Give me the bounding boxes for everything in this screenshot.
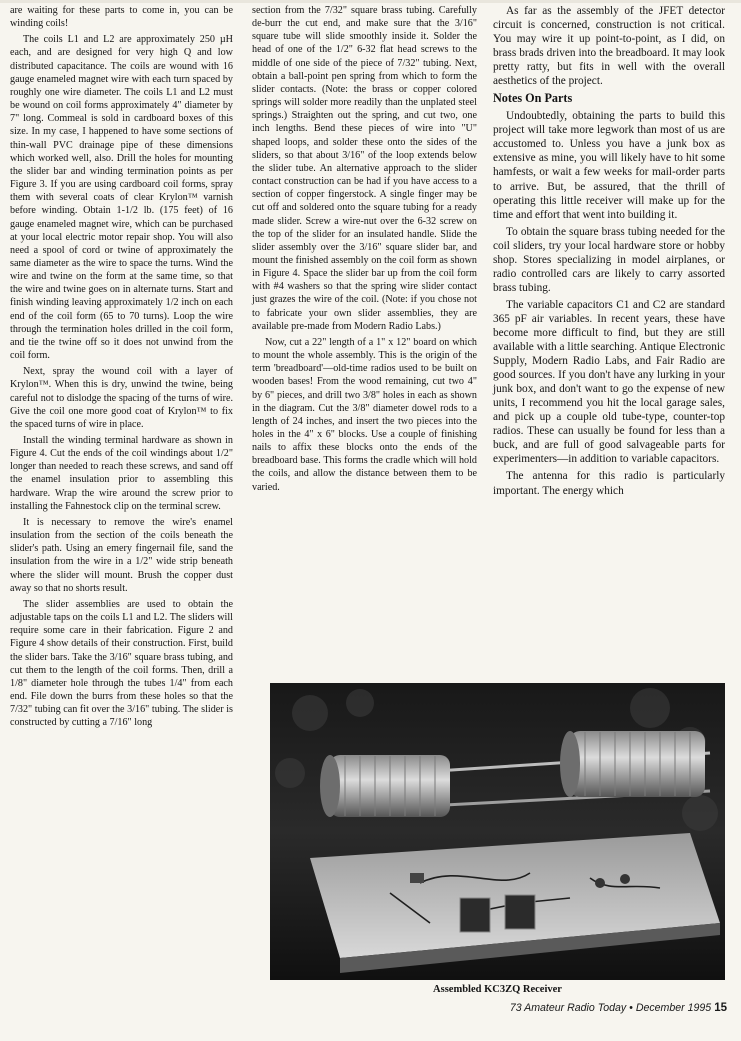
paragraph: Undoubtedly, obtaining the parts to build this project will take more legwork than most of us are accustomed to. Unless you have a junk box as extensive as mine, you will likely have to hit some hamfests, or wait a few weeks for mail-order parts to arrive. But, be assured, that the thrill of operating this little receiver will make up for the time and effort that went into building it. (493, 110, 725, 221)
page-footer (510, 1002, 727, 1014)
paragraph: section from the 7/32" square brass tubing. Carefully de-burr the cut end, and make sure that the 3/16" square tube will slide smoothly inside it. Solder the head of one of the 1/2" 6-32 flat head screws to the middle of one side of the piece of 7/32" tubing. Next, obtain a ball-point pen spring from which to form the slider contacts. (Note: the brass or copper colored springs will solder more readily than the unplated steel springs.) Straighten out the spring, and cut two, one inch lengths. Bend these pieces of wire into "U" shaped loops, and solder these onto the sides of the sliders, so that about 3/16" of the loop extends below the slider tube. An alternative approach to the slider contact construction can be had if you have access to a section of copper fingerstock. A single finger may be cut off and soldered onto the square tubing for a ready made slider. Screw a wire-nut over the 6-32 screw on the top of the slider for an insulated handle. Slide the slider assembly over the 3/16" square slider bar, and mount the finished assembly on the coil form as shown in Figure 4. Space the slider bar up from the coil form with #4 washers so that the spring wire slider contact just grazes the wire of the coil. (Note: if you chose not to fabricate your own slider assemblies, they are available pre-made from Modern Radio Labs.) (252, 5, 477, 332)
paragraph: The antenna for this radio is particularly important. The energy which (493, 470, 725, 497)
paragraph: are waiting for these parts to come in, you can be winding coils! (10, 5, 233, 30)
paragraph: The coils L1 and L2 are approximately 250 µH each, and are designed for very high Q and low distributed capacitance. The coils are wound with 16 gauge enameled magnet wire with each turn spaced by roughly one wire diameter. The coils L1 and L2 must be wound on coil forms approximately 4" diameter by 7" long. Commeal is sold in cardboard boxes of this size. In my case, I happened to have some sections of thin-wall PVC drainage pipe of these dimensions which worked well, also. Drill the holes for mounting the slider bar and winding termination points as per Figure 3. If you are using cardboard coil forms, spray them with several coats of clear Krylon™ varnish before winding. Obtain 1-1/2 lb. (175 feet) of 16 gauge enameled magnet wire, which can be purchased at your local electric motor repair shop. You will also need a spool of cord or twine of approximately the same diameter as the wire to space the turns. Wind the wire and twine on the form at the same time, so that the wire and twine goes on in alternate turns. Start and finish winding leaving approximately 1/2 inch on each end of the coil form (65 to 70 turns). Loop the wire through the termination holes drilled in the coil form, and tie the twine off so it does not unwind from the coil form. (10, 34, 233, 362)
article-column-1 (10, 4, 233, 732)
photo-caption: Assembled KC3ZQ Receiver (433, 984, 562, 995)
paragraph: The variable capacitors C1 and C2 are standard 365 pF air variables. In recent years, these have become more difficult to find, but they are still available with a little searching. Antique Electronic Supply, Modern Radio Labs, and Fair Radio are good sources. If you don't have any lurking in your junk box, and don't want to go the expense of new units, I recommend you hit the local garage sales, and pick up a couple old tube-type, counter-top radios. These can usually be found for less than a buck, and are full of good salvageable parts for experimenters—in addition to variable capacitors. (493, 298, 725, 466)
paragraph: The slider assemblies are used to obtain the adjustable taps on the coils L1 and L2. The sliders will require some care in their fabrication. Figure 2 and Figure 4 show details of their construction. First, build the slider bars. Take the 3/16" square brass tubing, and cut them to the length of the coil forms. Then, drill a 1/8" diameter hole through the tubes 1/4" from each end. File down the burrs from these holes so that the 7/32" tubing can fit over the 3/16" tubing. The slider is constructed by cutting a 7/16" long (10, 598, 233, 729)
receiver-photo (270, 683, 725, 980)
paragraph: As far as the assembly of the JFET detector circuit is concerned, construction is not critical. You may wire it up point-to-point, as I did, on brass brads driven into the breadboard. It may look pretty ratty, but fits in well with the overall aesthetics of the project. (493, 5, 725, 88)
article-column-3 (493, 4, 725, 501)
paragraph: It is necessary to remove the wire's enamel insulation from the section of the coils beneath the slider's path. Using an emery fingernail file, sand the insulation from the wire in a 1/2" wide strip beneath where the slider will mount. Brush the copper dust away so that no shorts result. (10, 516, 233, 594)
page-number: 15 (714, 1002, 727, 1014)
section-heading: Notes On Parts (493, 91, 573, 106)
page-top-edge (0, 0, 741, 3)
receiver-photo-image (270, 683, 725, 980)
paragraph: Install the winding terminal hardware as shown in Figure 4. Cut the ends of the coil windings about 1/2" longer than needed to reach these screws, and sand off the enamel insulation prior to assembling this hardware. Wrap the wire around the screw prior to installing the Fahnestock clip on the terminal screw. (10, 435, 233, 512)
paragraph: Next, spray the wound coil with a layer of Krylon™. When this is dry, unwind the twine, being careful not to dislodge the spacing of the turns of wire. Give the coil one more good coat of Krylon™ to fix the spaced turns of wire in place. (10, 366, 233, 430)
article-column-2 (252, 4, 477, 497)
paragraph: Now, cut a 22" length of a 1" x 12" board on which to mount the whole assembly. This is the origin of the term 'breadboard'—old-time radios used to be built on wooden bases! From the wood remaining, cut two 4" by 6" pieces, and drill two 3/8" holes in each as shown in the diagram. Cut the 3/8" diameter dowel rods to a length of 24 inches, and insert the two pieces into the holes in the 4" x 6" blocks. Use a couple of finishing nails to affix these blocks onto the ends of the breadboard base. This forms the cradle which will hold the coils, and allow the distance between them to be varied. (252, 336, 477, 493)
footer-publication: 73 Amateur Radio Today • December 1995 (509, 1002, 712, 1014)
paragraph: To obtain the square brass tubing needed for the coil sliders, try your local hardware store or hobby shop. Stores specializing in model airplanes, or radio controlled cars are likely to carry assorted brass tubing. (493, 225, 725, 294)
